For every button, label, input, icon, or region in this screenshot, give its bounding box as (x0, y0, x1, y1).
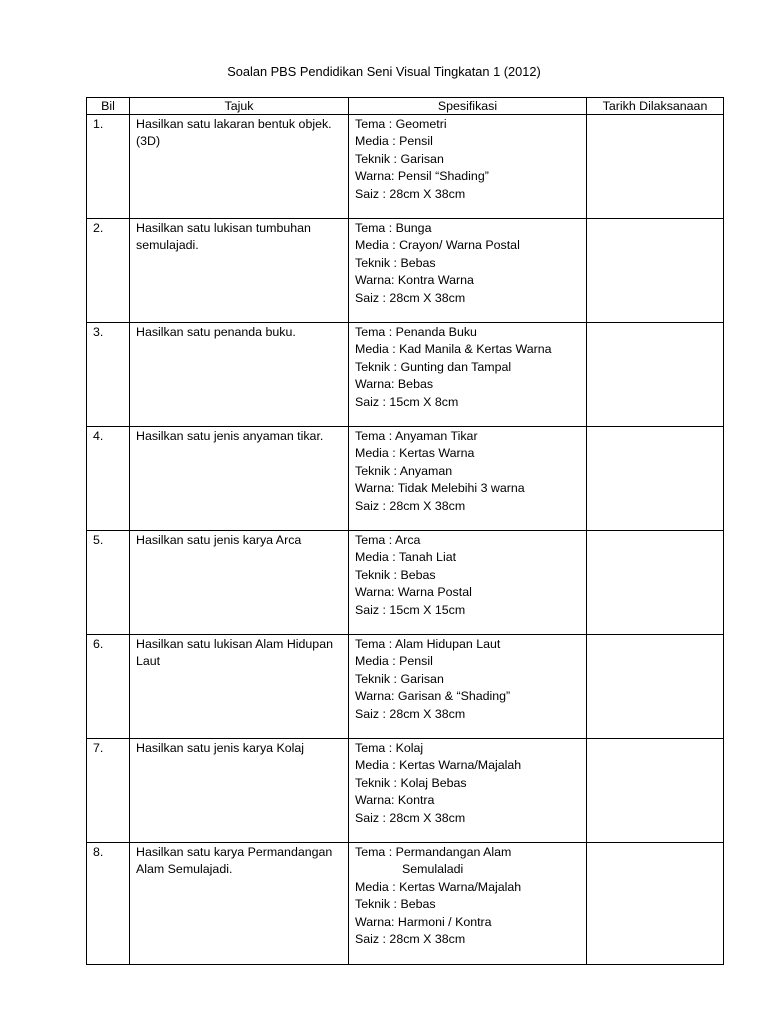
cell-spesifikasi (349, 219, 587, 323)
spec-line: Teknik : Bebas (355, 897, 436, 912)
cell-tajuk: Hasilkan satu jenis karya Arca (130, 531, 349, 635)
cell-bil: 1. (87, 115, 130, 219)
spec-line: Tema : Geometri (355, 117, 447, 131)
cell-bil: 3. (87, 323, 130, 427)
spec-line: Saiz : 28cm X 38cm (355, 932, 466, 947)
cell-bil: 5. (87, 531, 130, 635)
spec-line: Saiz : 28cm X 38cm (355, 186, 466, 201)
spec-line: Warna: Tidak Melebihi 3 warna (355, 481, 525, 496)
spec-line: Saiz : 28cm X 38cm (355, 290, 466, 305)
cell-tarikh (587, 115, 724, 219)
cell-tajuk: Hasilkan satu lukisan tumbuhan semulajadi. (130, 219, 349, 323)
table-row (87, 635, 724, 739)
spec-line: Media : Pensil (355, 654, 433, 669)
cell-tarikh (587, 531, 724, 635)
cell-tarikh (587, 635, 724, 739)
spec-line: Saiz : 15cm X 15cm (355, 602, 466, 617)
spec-line: Tema : Alam Hidupan Laut (355, 637, 501, 651)
cell-spesifikasi (349, 635, 587, 739)
cell-spesifikasi (349, 739, 587, 843)
page-title: Soalan PBS Pendidikan Seni Visual Tingkatan 1 (2012) (227, 64, 541, 79)
spec-line: Warna: Warna Postal (355, 585, 472, 600)
cell-tajuk: Hasilkan satu jenis anyaman tikar. (130, 427, 349, 531)
cell-spesifikasi (349, 427, 587, 531)
cell-bil: 2. (87, 219, 130, 323)
spec-line: Teknik : Bebas (355, 567, 436, 582)
spec-line: Teknik : Anyaman (355, 463, 453, 478)
spec-line: Media : Kad Manila & Kertas Warna (355, 342, 552, 357)
spec-line: Warna: Kontra Warna (355, 273, 474, 288)
spec-line: Tema : Penanda Buku (355, 325, 477, 339)
assignment-table (86, 97, 724, 965)
column-header-tajuk: Tajuk (130, 98, 349, 115)
column-header-tarikh: Tarikh Dilaksanaan (587, 98, 724, 115)
cell-tajuk: Hasilkan satu jenis karya Kolaj (130, 739, 349, 843)
spec-line: Tema : Kolaj (355, 741, 424, 755)
spec-line: Teknik : Garisan (355, 151, 444, 166)
cell-bil: 6. (87, 635, 130, 739)
table-row (87, 323, 724, 427)
spec-line: Tema : Bunga (355, 221, 432, 235)
spec-line: Media : Kertas Warna (355, 446, 475, 461)
cell-tajuk: Hasilkan satu lukisan Alam Hidupan Laut (130, 635, 349, 739)
spec-line: Teknik : Kolaj Bebas (355, 775, 467, 790)
spec-line: Saiz : 28cm X 38cm (355, 706, 466, 721)
spec-line: Warna: Garisan & “Shading” (355, 689, 511, 704)
column-header-spesifikasi: Spesifikasi (349, 98, 587, 115)
column-header-bil: Bil (87, 98, 130, 115)
table-row (87, 531, 724, 635)
table-row (87, 843, 724, 965)
spec-line: Warna: Harmoni / Kontra (355, 914, 492, 929)
table-row (87, 115, 724, 219)
cell-spesifikasi (349, 323, 587, 427)
cell-tajuk: Hasilkan satu karya Permandangan Alam Semulajadi. (130, 843, 349, 965)
cell-spesifikasi (349, 115, 587, 219)
spec-line: Teknik : Gunting dan Tampal (355, 359, 512, 374)
spec-line: Media : Crayon/ Warna Postal (355, 238, 520, 253)
spec-line: Saiz : 28cm X 38cm (355, 498, 466, 513)
table-row (87, 739, 724, 843)
spec-line: Saiz : 15cm X 8cm (355, 394, 459, 409)
spec-line: Semulaladi (402, 862, 464, 877)
spec-line: Warna: Kontra (355, 793, 435, 808)
spec-line: Teknik : Garisan (355, 671, 444, 686)
cell-tarikh (587, 427, 724, 531)
spec-line: Media : Kertas Warna/Majalah (355, 758, 522, 773)
spec-line: Tema : Arca (355, 533, 421, 547)
cell-spesifikasi (349, 531, 587, 635)
table-row (87, 427, 724, 531)
cell-tarikh (587, 323, 724, 427)
spec-line: Teknik : Bebas (355, 255, 436, 270)
cell-bil: 7. (87, 739, 130, 843)
spec-line: Tema : Permandangan Alam (355, 845, 512, 859)
cell-tarikh (587, 739, 724, 843)
table-row (87, 219, 724, 323)
cell-tajuk: Hasilkan satu penanda buku. (130, 323, 349, 427)
spec-line: Media : Pensil (355, 134, 433, 149)
spec-line: Tema : Anyaman Tikar (355, 429, 478, 443)
spec-line: Warna: Pensil “Shading” (355, 169, 489, 184)
spec-line: Saiz : 28cm X 38cm (355, 810, 466, 825)
cell-spesifikasi (349, 843, 587, 965)
cell-bil: 8. (87, 843, 130, 965)
cell-tajuk: Hasilkan satu lakaran bentuk objek. (3D) (130, 115, 349, 219)
cell-bil: 4. (87, 427, 130, 531)
spec-line: Media : Kertas Warna/Majalah (355, 879, 522, 894)
spec-line: Media : Tanah Liat (355, 550, 457, 565)
spec-line: Warna: Bebas (355, 377, 434, 392)
table-header-row (87, 98, 724, 115)
cell-tarikh (587, 219, 724, 323)
cell-tarikh (587, 843, 724, 965)
